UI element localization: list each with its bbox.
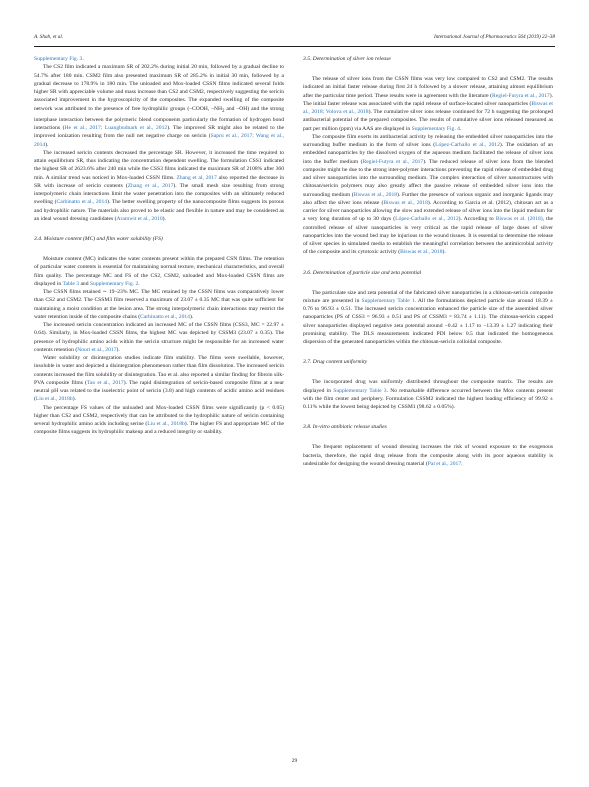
right-column xyxy=(303,55,553,468)
text-run: The incorporated drug was uniformly distributed throughout the composite matrix. The results are displayed in xyxy=(303,379,553,394)
paragraph xyxy=(303,133,553,257)
citation-link[interactable]: Table 3 xyxy=(62,280,80,287)
citation-link[interactable]: Regiel-Futyra et al., 2017 xyxy=(362,158,424,165)
paragraph xyxy=(303,443,553,468)
citation-link[interactable]: Liu et al., 2018b xyxy=(35,396,73,403)
text-run: , the controlled release of silver nanoparticles is very critical as the rapid release of large doses of silver nanoparticles into the wound bed may be injurious to the wound tissues. It is essential to determine the release of silver species in simulated media to establish the meaningful correlation between the antimicrobial activity of the composite and its cytotoxic activity ( xyxy=(303,216,553,256)
citation-link[interactable]: Supplementary Fig. 2 xyxy=(89,280,139,287)
text-run: . xyxy=(459,125,462,132)
text-run: ). xyxy=(72,396,76,403)
text-run: . All the formulations depicted particle size around 18.39 ± 0.76 to 96.93 ± 0.51. The increased sericin concentration enhanced the particle size of the assembled silver nanoparticles (PS of CSS3 = 96.93 ± 0.51 and PS of CSSM3 = 83.74 ± 1.11). The chitosan-sericin capped silver nanoparticles displayed negative zeta potential around −0.42 ± 1.17 to −13.39 ± 1.27 indicating their promising stability. The DLS measurements indicated PDI below 0.5 that indicated the homogeneous dispersion of the generated nanoparticles within the chitosan-sericin colloidal composite. xyxy=(303,297,553,345)
section-heading: 3.4. Moisture content (MC) and film water solubility (FS) xyxy=(34,236,163,243)
running-header xyxy=(34,34,555,44)
text-run: The increased sericin contents decreased the percentage SR. However, it increased the time required to attain equilibrium SR, thus indicating the concentration dependent swelling. The formulation CSS1 indicated the highest SR of 2623.6% after 240 min while the CSS3 films indicated the maximum SR of 2108% after 360 min. A similar trend was noticed in Mox-loaded CSSN films. xyxy=(34,149,284,181)
text-run: The CS2 film indicated a maximum SR of 202.2% during initial 20 min, followed by a gradual decline to 54.7% after 180 min. CSM2 film also presented maximum SR of 285.2% in initial 30 min, followed by a gradual decrease to 178.9% in 180 min. The unloaded and Mox-loaded CSSN films indicated several folds higher SR with appreciable volume and mass increase than CS2 and CSM2, respectively suggesting the sericin associated improvement in the hygroscopicity of the composites. The expanded swelling of the composite network was attributed to the presence of free hydrophilic groups (–COOH, –NH xyxy=(34,64,284,112)
text-run: ). The rapid disintegration of sericin-based composite films at a near neutral pH was related to the isoelectric point of sericin (3.8) and high contents of acidic amino acid residues ( xyxy=(34,379,285,403)
citation-link[interactable]: Biswas et al. (2018) xyxy=(495,216,543,223)
text-run: 2 xyxy=(222,108,225,114)
section-heading: 3.6. Determination of particle size and zeta potential xyxy=(303,269,422,276)
text-run: The increased sericin concentration indicated an increased MC of the CSSN films (CSS3, MC = 22.97 ± 0.64). Similarly, in Mox-loaded CSSN films, the highest MC was depicted by CSSM3 (23.07 ± 0.35). The presence of hydrophilic amino acids within the sericin structure might be responsible for an increased water contents retention ( xyxy=(34,322,284,353)
text-run: ). The reduced release of silver ions from the blended composite might be due to the strong inter-polymer interactions preventing the rapid release of embedded drug and silver nanoparticles into the surrounding medium. The complex interaction of silver nanostructures with chitosan/sericin polymers may also greatly affect the passive release of embedded silver ions into the surrounding medium ( xyxy=(303,158,554,198)
text-run: ). xyxy=(116,346,120,353)
text-run: ). xyxy=(442,249,446,256)
citation-link[interactable]: Supplementary Table 1 xyxy=(361,297,415,304)
citation-link[interactable]: Carbinatto et al., 2014 xyxy=(140,313,190,320)
text-run: ). According to Garcia et al. (2012), chitosan act as a carrier for silver nanoparticles allowing the slow and extended release of silver ions into the liquid medium for a very long duration of up to 30 days ( xyxy=(303,199,553,223)
paragraph xyxy=(34,354,284,404)
text-run: The CSSN films retained ∼ 19–23% MC. The MC retained by the CSSN films was comparatively lower than CS2 and CSM2. The CSSM3 film reserved a maximum of 23.07 ± 0.35 MC that was quite sufficient for maintaining a moist condition at the lesion area. The strong interpolymeric chain interactions may restrict the water retention inside of the composite chains ( xyxy=(34,289,284,320)
section-heading: 3.5. Determination of silver ion release xyxy=(303,56,391,62)
text-run: ). The initial faster release was associated with the rapid release of surface-located silver nanoparticles ( xyxy=(303,92,553,107)
paragraph xyxy=(34,404,284,437)
text-run: ). xyxy=(162,215,166,222)
paragraph xyxy=(34,321,284,354)
citation-link[interactable]: Tao et al., 2017 xyxy=(86,379,124,386)
text-run: ). According to xyxy=(458,216,496,223)
citation-link[interactable]: Pal et al., 2017; xyxy=(427,460,463,467)
citation-link[interactable]: Regiel-Futyra et al., 2017 xyxy=(492,92,550,99)
text-run: The frequent replacement of wound dressing increases the risk of wound exposure to the exogenous bacteria, therefore, the rapid drug release from the composite along with its poor aqueous stability is undesirable for designing the wound dressing material ( xyxy=(303,444,553,467)
text-run: ). The higher FS and appropriate MC of the composite films suggests its hydrophilic makeup and a reduced integrity or stability. xyxy=(34,421,284,436)
citation-link[interactable]: Aramwit et al., 2010 xyxy=(116,215,163,222)
running-header-authors: A. Shah, et al. xyxy=(34,34,64,40)
paragraph xyxy=(303,75,553,133)
text-run: . xyxy=(138,280,140,287)
paragraph xyxy=(34,149,284,223)
paragraph xyxy=(34,288,284,321)
text-run: ). The small mesh size resulting from strong interpolymeric chain interactions limit the water penetration into the composites with an ultimately reduced swelling ( xyxy=(34,182,284,206)
section-heading: 3.8. In-vitro antibiotic release studies xyxy=(303,424,387,431)
text-run: The composite film exerts its antibacterial activity by releasing the embedded silver nanoparticles into the surrounding buffer medium in the form of silver ions ( xyxy=(303,133,553,148)
citation-link[interactable]: Biswas et al., 2018 xyxy=(353,191,398,198)
citation-link[interactable]: Biswas et al., 2018 xyxy=(383,199,428,206)
running-header-journal: International Journal of Pharmaceutics 564 (2019) 22–38 xyxy=(433,34,555,40)
text-run: The particulate size and zeta potential of the fabricated silver nanoparticles in a chitosan-sericin composite mixture are presented in xyxy=(303,289,553,304)
text-run: ). The better swelling property of the nanocomposite films suggests its porous and hydrophilic nature. The materials also proved to be elastic and flexible in nature and may be considered as an ideal wound dressing candidates ( xyxy=(34,199,284,222)
text-run: ). xyxy=(189,313,194,320)
citation-link[interactable]: Zhang et al, 2017 xyxy=(176,174,217,181)
text-run: ). xyxy=(45,141,49,148)
citation-link[interactable]: Carbinatto et al., 2014 xyxy=(56,199,108,206)
paragraph xyxy=(34,63,284,149)
left-column xyxy=(34,55,284,437)
citation-link[interactable]: Supplementary Fig. 4 xyxy=(411,125,460,132)
page-number: 29 xyxy=(291,758,298,764)
text-run: and –OH) and the strong interphase interaction between the polymeric blend components particularly the formation of hydrogen bond interactions ( xyxy=(34,105,285,132)
text-run: The percentage FS values of the unloaded and Mox-loaded CSSN films were significantly (p < 0.05) higher than CS2 and CSM2, respectively that can be attributed to the hydrophilic nature of sericin containing several hydrophilic amino acids including serine ( xyxy=(34,404,284,428)
citation-link[interactable]: López-Carballo et al., 2012 xyxy=(395,216,459,223)
text-run: . No remarkable difference occurred between the Mox contents present with the film center and periphery. Formulation CSSM2 indicated the highest loading efficiency of 99.92 ± 0.11% while the lowest being depicted by CSSM1 (98.62 ± 0.05%). xyxy=(303,387,553,410)
header-rule xyxy=(34,46,555,47)
text-run: ). Further the presence of various organic and inorganic ligands may also affect the silver ions release ( xyxy=(303,191,554,206)
text-run: and xyxy=(79,280,90,287)
citation-link[interactable]: Sapru et al., 2017; Wang et al., 2014 xyxy=(34,133,284,148)
text-run: The release of silver ions from the CSSN films was very low compared to CS2 and CSM2. The results indicated an initial faster release during first 24 h followed by a slower release, attaining almost equilibrium after the particular time period. These results were in agreement with the literature ( xyxy=(303,76,553,99)
text-run: also reported the decrease in SR with increase of sericin contents ( xyxy=(34,174,285,189)
text-run: Moisture content (MC) indicates the water contents present within the prepared CSN films. The retention of particular water contents is essential for maintaining normal texture, mechanical characteristics, and overall film quality. The percentage MC and FS of the CS2, CSM2, unloaded and Mox-loaded CSSN films are displayed in xyxy=(34,256,284,287)
text-run: . xyxy=(82,56,84,62)
citation-link[interactable]: Biswas et al., 2018 xyxy=(400,249,443,256)
citation-link[interactable]: Biswas et al., 2018; Volova et al., 2018 xyxy=(303,100,553,115)
text-run: Water solubility or disintegration studies indicate film stability. The films were swellable, however, insoluble in water and depicted a disintegration phenomenon rather than film dissolution. The increased sericin contents increased the film solubility or disintegration. Tao et al. also reported a similar finding for fibroin silk-PVA composite films ( xyxy=(34,355,284,386)
text-run: ). The improved SR might also be related to the improved ionization resulting from the null net negative charge on sericin ( xyxy=(34,125,285,140)
paragraph xyxy=(303,289,553,347)
citation-link[interactable]: Supplementary Table 3 xyxy=(333,387,387,394)
paragraph xyxy=(303,378,553,411)
citation-link[interactable]: Nouri et al., 2017 xyxy=(77,346,117,353)
citation-link[interactable]: He et al., 2017; Luangbudnark et al., 2012 xyxy=(64,125,168,132)
text-run: ). The cumulative silver ions release continued for 72 h suggesting the prolonged antibacterial potential of the prepared composites. The results of cumulative silver ions released measured as part per million (ppm) via AAS are displayed in xyxy=(303,109,553,132)
citation-link[interactable]: Zhang et al., 2017 xyxy=(127,182,174,189)
citation-link[interactable]: Supplementary Fig. 3 xyxy=(34,56,83,62)
citation-link[interactable]: Liu et al., 2018b xyxy=(147,421,185,428)
citation-link[interactable]: López-Carballo et al., 2012 xyxy=(435,142,500,148)
paragraph xyxy=(34,55,284,63)
section-heading: 3.7. Drug content uniformity xyxy=(303,359,368,366)
text-run: ). The oxidation of an embedded nanoparticles by the dissolved oxygen of the aqueous medium facilitated the release of silver ions into the buffer medium ( xyxy=(303,142,553,165)
paragraph xyxy=(34,255,284,288)
